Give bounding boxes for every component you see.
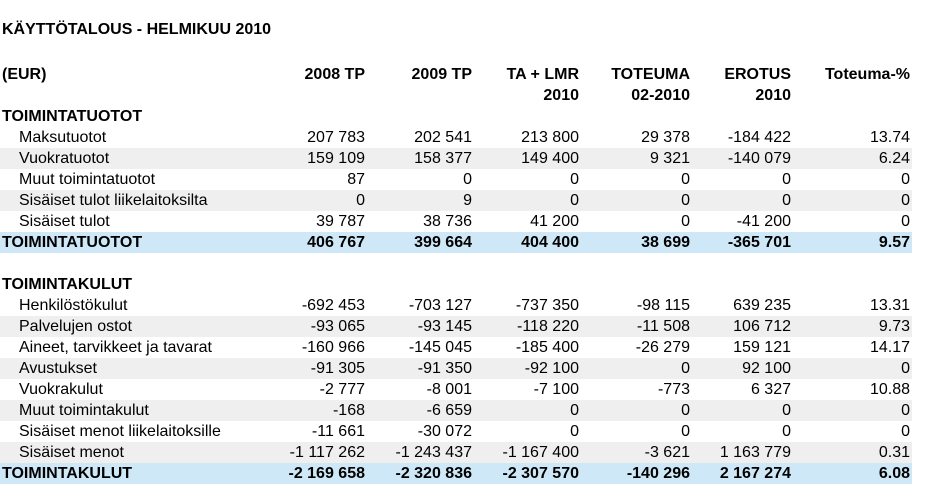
cell-value: -703 127 [408, 297, 472, 314]
cell-value: 0 [901, 213, 910, 230]
cell-value: -184 422 [727, 129, 791, 146]
table-row [0, 421, 912, 442]
cell-value: 0 [681, 171, 690, 188]
cell-value: 0 [782, 423, 791, 440]
cell-value: -168 [332, 402, 365, 419]
row-label: Avustukset [19, 360, 97, 377]
cell-value: 404 400 [521, 234, 579, 251]
table-row [0, 442, 912, 463]
cell-value: 0 [901, 171, 910, 188]
table-row [0, 169, 912, 190]
col-header-ta-lmr: TA + LMR [506, 66, 579, 83]
table-row [0, 295, 912, 316]
cell-value: 0 [901, 192, 910, 209]
table-row [0, 316, 912, 337]
cell-value: 41 200 [530, 213, 579, 230]
cell-value: 0.31 [878, 444, 910, 461]
cell-value: 106 712 [733, 318, 791, 335]
cell-value: 1 163 779 [719, 444, 791, 461]
row-label: TOIMINTAKULUT [2, 465, 133, 482]
cell-value: 639 235 [733, 297, 791, 314]
cell-value: 29 378 [641, 129, 690, 146]
cell-value: 0 [463, 171, 472, 188]
cell-value: -98 115 [636, 297, 690, 314]
row-label: TOIMINTATUOTOT [2, 234, 143, 251]
cell-value: -2 777 [319, 381, 365, 398]
cell-value: 10.88 [869, 381, 910, 398]
cell-value: -140 296 [626, 465, 690, 482]
table-row [0, 337, 912, 358]
cell-value: 14.17 [869, 339, 910, 356]
cell-value: -6 659 [426, 402, 472, 419]
cell-value: 0 [782, 402, 791, 419]
cell-value: -2 169 658 [288, 465, 365, 482]
row-label: Sisäiset menot liikelaitoksille [19, 423, 221, 440]
table-row [0, 400, 912, 421]
cell-value: 6.08 [878, 465, 910, 482]
col-header-erotus: EROTUS [724, 66, 791, 83]
cell-value: 92 100 [742, 360, 791, 377]
row-label: Vuokrakulut [19, 381, 103, 398]
cell-value: 0 [782, 171, 791, 188]
cell-value: -1 167 400 [502, 444, 579, 461]
col-header-toteuma-period: 02-2010 [631, 87, 690, 104]
cell-value: -7 100 [533, 381, 579, 398]
cell-value: -692 453 [301, 297, 365, 314]
cell-value: 9.57 [878, 234, 910, 251]
total-row-expenses [0, 463, 912, 484]
row-label: Muut toimintakulut [19, 402, 149, 419]
report-title: KÄYTTÖTALOUS - HELMIKUU 2010 [2, 21, 272, 38]
cell-value: 0 [570, 402, 579, 419]
col-header-ta-lmr-year: 2010 [543, 87, 579, 104]
table-row [0, 379, 912, 400]
col-header-2008tp: 2008 TP [304, 66, 365, 83]
row-label: Muut toimintatuotot [19, 171, 156, 188]
cell-value: -93 145 [417, 318, 472, 335]
section-title: TOIMINTAKULUT [2, 276, 133, 293]
cell-value: 159 109 [307, 150, 365, 167]
cell-value: 406 767 [307, 234, 365, 251]
cell-value: 0 [681, 192, 690, 209]
cell-value: -185 400 [515, 339, 579, 356]
cell-value: 0 [681, 423, 690, 440]
cell-value: 39 787 [316, 213, 365, 230]
col-header-2009tp: 2009 TP [411, 66, 472, 83]
row-label: Maksutuotot [19, 129, 107, 146]
section-title: TOIMINTATUOTOT [2, 108, 143, 125]
table-row [0, 127, 912, 148]
cell-value: 0 [570, 192, 579, 209]
cell-value: -145 045 [408, 339, 472, 356]
total-row-income [0, 232, 912, 253]
cell-value: -160 966 [301, 339, 365, 356]
cell-value: 0 [570, 171, 579, 188]
row-label: Henkilöstökulut [19, 297, 128, 314]
cell-value: -118 220 [517, 318, 579, 335]
row-label: Vuokratuotot [19, 150, 110, 167]
cell-value: -365 701 [727, 234, 791, 251]
cell-value: 9 321 [649, 150, 690, 167]
cell-value: 87 [347, 171, 365, 188]
header-row-2 [0, 85, 912, 106]
cell-value: -11 508 [636, 318, 690, 335]
col-header-erotus-year: 2010 [755, 87, 791, 104]
cell-value: -2 320 836 [395, 465, 472, 482]
cell-value: -773 [657, 381, 690, 398]
cell-value: 207 783 [307, 129, 365, 146]
cell-value: 0 [681, 402, 690, 419]
cell-value: 0 [681, 360, 690, 377]
table-row [0, 358, 912, 379]
cell-value: -2 307 570 [502, 465, 579, 482]
cell-value: 202 541 [414, 129, 472, 146]
row-label: Aineet, tarvikkeet ja tavarat [19, 339, 212, 356]
section-heading-income [0, 106, 912, 127]
cell-value: 158 377 [414, 150, 472, 167]
cell-value: 6 327 [750, 381, 791, 398]
cell-value: -91 305 [310, 360, 365, 377]
cell-value: 9.73 [878, 318, 910, 335]
cell-value: 9 [463, 192, 472, 209]
cell-value: -26 279 [635, 339, 690, 356]
cell-value: 0 [901, 360, 910, 377]
row-label: Sisäiset tulot [19, 213, 110, 230]
col-header-toteuma: TOTEUMA [611, 66, 690, 83]
cell-value: 399 664 [414, 234, 472, 251]
cell-value: -93 065 [310, 318, 365, 335]
row-label: Palvelujen ostot [19, 318, 132, 335]
cell-value: 0 [782, 192, 791, 209]
cell-value: 2 167 274 [719, 465, 791, 482]
header-row [0, 64, 912, 85]
cell-value: 0 [901, 402, 910, 419]
cell-value: -737 350 [515, 297, 579, 314]
cell-value: -1 117 262 [289, 444, 365, 461]
cell-value: -11 661 [311, 423, 365, 440]
cell-value: 0 [681, 213, 690, 230]
cell-value: 149 400 [521, 150, 579, 167]
cell-value: -41 200 [736, 213, 791, 230]
row-label: Sisäiset menot [19, 444, 124, 461]
col-header-toteuma-pct: Toteuma-% [824, 66, 910, 83]
cell-value: -91 350 [417, 360, 472, 377]
cell-value: 213 800 [521, 129, 579, 146]
cell-value: 13.74 [869, 129, 910, 146]
cell-value: -3 621 [644, 444, 690, 461]
section-heading-expenses [0, 274, 912, 295]
cell-value: -30 072 [417, 423, 472, 440]
cell-value: -1 243 437 [395, 444, 472, 461]
cell-value: 13.31 [869, 297, 910, 314]
row-label: Sisäiset tulot liikelaitoksilta [19, 192, 208, 209]
cell-value: -8 001 [426, 381, 472, 398]
table-row [0, 190, 912, 211]
cell-value: 38 699 [641, 234, 690, 251]
cell-value: 159 121 [733, 339, 791, 356]
table-row [0, 211, 912, 232]
cell-value: -140 079 [727, 150, 791, 167]
cell-value: 0 [356, 192, 365, 209]
cell-value: 38 736 [423, 213, 472, 230]
cell-value: -92 100 [524, 360, 579, 377]
table-row [0, 148, 912, 169]
unit-label: (EUR) [2, 66, 47, 83]
cell-value: 0 [901, 423, 910, 440]
cell-value: 6.24 [878, 150, 910, 167]
cell-value: 0 [570, 423, 579, 440]
